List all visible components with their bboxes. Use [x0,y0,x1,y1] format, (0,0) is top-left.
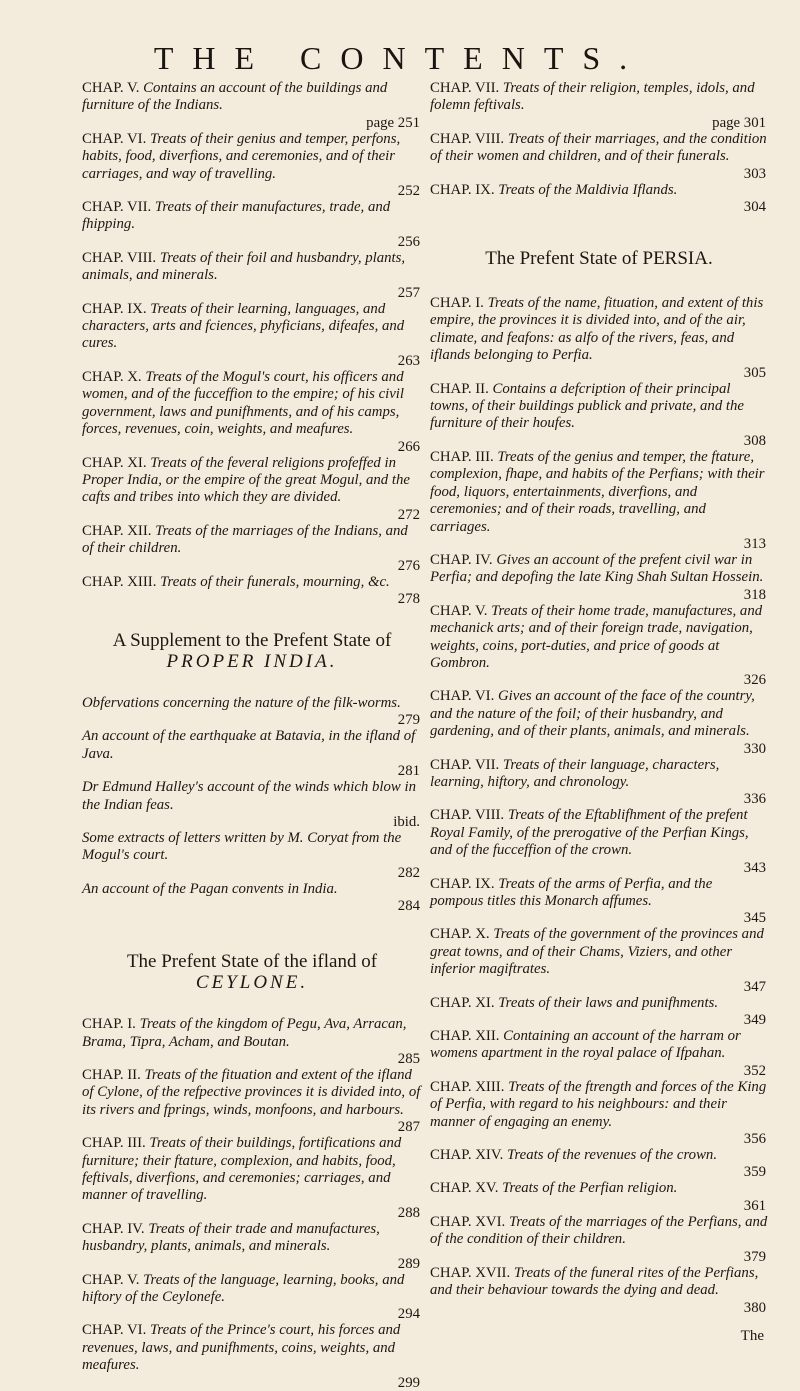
toc-entry [430,1265,768,1316]
page-header: THE CONTENTS. [153,40,647,76]
chapter-description: Treats of their foil and husbandry, plants, animals, and minerals. [82,249,406,284]
toc-entry [430,688,768,756]
chapter-number: CHAP. V. [82,80,144,96]
toc-entry [82,728,422,779]
chapter-number: CHAP. II. [82,1067,145,1083]
toc-entry [430,552,768,603]
chapter-number: CHAP. VII. [430,80,503,96]
persia-title: The Prefent State of PERSIA. [485,248,713,270]
left-column [82,80,422,1391]
page-number: page 251 [366,114,420,131]
chapter-description: Treats of their trade and manufactures, husbandry, plants, animals, and minerals. [82,1220,380,1255]
page-number: 356 [743,1131,766,1148]
chapter-description: Treats of their funerals, mourning, &c. [160,573,390,590]
chapter-description: Treats of the genius and temper, the ftature, complexion, fhape, and habits of the Perfians; with their food, liquors, entertainments, diverfions, and ceremonies; and of their roads, travelling, and carriages. [430,448,765,535]
chapter-number: CHAP. XIII. [82,573,161,590]
page-number: 288 [397,1204,420,1221]
chapter-description: Dr Edmund Halley's account of the winds which blow in the Indian feas. [82,779,417,813]
page-number: 263 [397,352,420,369]
chapter-number: CHAP. VIII. [82,249,160,266]
page-number: 272 [397,506,420,523]
persia-contents [430,295,768,1315]
chapter-description: An account of the earthquake at Batavia, in the ifland of Java. [82,728,416,762]
page-number: 281 [397,763,420,780]
toc-entry [430,807,768,875]
chapter-number: CHAP. III. [82,1135,150,1152]
page-number: 336 [743,791,766,808]
toc-entry [430,449,768,552]
page-number: 279 [397,712,420,729]
page-number: 349 [743,1012,766,1029]
page-number: 294 [397,1306,420,1323]
chapter-description: Treats of the Eftablifhment of the prefent Royal Family, of the prerogative of the Perfian Kings, and of the fucceffion of the crown. [430,807,749,859]
chapter-number: CHAP. V. [430,602,492,619]
chapter-description: Treats of the Mogul's court, his officers and women, and of the fucceffion to the empire; of his civil government, laws and punifhments, and of his camps, forces, revenues, coin, weights, and meafures. [82,368,405,438]
chapter-description: Treats of the name, fituation, and extent of this empire, the provinces it is divided into, and of the air, climate, and feafons: as alfo of the rivers, feas, and iflands belonging to Perfia. [430,295,764,364]
toc-entry [82,779,422,830]
chapter-description: Treats of the government of the provinces and great towns, and of their Chams, Viziers, and other inferior magiftrates. [430,926,764,978]
chapter-description: Treats of the kingdom of Pegu, Ava, Arracan, Brama, Tipra, Acham, and Boutan. [82,1016,407,1050]
chapter-number: CHAP. IV. [430,551,497,568]
page-number: 380 [743,1299,766,1316]
toc-entry [430,1147,768,1180]
chapter-description: Treats of the arms of Perfia, and the pompous titles this Monarch affumes. [430,875,713,909]
chapter-description: Treats of their genius and temper, perfons, habits, food, diverfions, and ceremonies, and of their carriages, and way of travelling. [82,130,401,182]
supplement-subtitle: PROPER INDIA. [166,650,338,672]
toc-entry [82,199,422,250]
chapter-description: Treats of their laws and punifhments. [498,994,719,1011]
page-number: 256 [397,233,420,250]
chapter-number: CHAP. IX. [430,875,499,892]
chapter-number: CHAP. III. [430,448,498,465]
chapter-number: CHAP. XII. [430,1028,504,1045]
chapter-number: CHAP. IX. [82,300,151,317]
chapter-number: CHAP. XVII. [430,1264,514,1281]
page-number: 276 [397,557,420,574]
page-number: 359 [743,1164,766,1181]
chapter-description: Treats of their home trade, manufactures, and mechanick arts; and of their foreign trade, navigation, weights, coins, port-duties, and price of goods at Gombron. [430,602,763,671]
chapter-number: CHAP. I. [430,295,488,312]
chapter-description: Treats of the ftrength and forces of the King of Perfia, with regard to his neighbours: and their manner of engaging an enemy. [430,1078,767,1130]
chapter-description: An account of the Pagan convents in India. [82,880,338,897]
chapter-number: CHAP. V. [82,1271,144,1288]
chapter-description: Some extracts of letters written by M. Coryat from the Mogul's court. [82,829,402,864]
ceylon-continued-contents [430,80,768,215]
ceylon-contents [82,1016,422,1391]
chapter-description: Treats of their marriages, and the condition of their women and children, and of their funerals. [430,130,767,165]
toc-entry [82,881,422,914]
page-number: 318 [743,586,766,603]
chapter-description: Treats of the marriages of the Indians, and of their children. [82,522,408,557]
toc-entry [82,695,422,728]
chapter-number: CHAP. X. [82,368,146,385]
toc-entry [82,80,422,131]
toc-entry [430,926,768,994]
page-number: 304 [743,199,766,216]
toc-entry [430,603,768,689]
chapter-number: CHAP. VII. [430,756,503,773]
chapter-description: Treats of the revenues of the crown. [507,1147,718,1164]
chapter-description: Treats of the feveral religions profeffed in Proper India, or the empire of the great Mogul, and the cafts and tribes into which they are divided. [82,454,410,506]
chapter-number: CHAP. VI. [430,688,498,705]
chapter-description: Treats of the language, learning, books, and hiftory of the Ceylonefe. [82,1271,405,1306]
page-number: 299 [397,1374,420,1391]
chapter-description: Treats of their buildings, fortifications and furniture; their ftature, complexion, and habits, food, feftivals, diverfions, and ceremonies; carriages, and manner of travelling. [82,1135,402,1204]
catchword: The [740,1327,764,1344]
page-number: 282 [397,864,420,881]
toc-entry [82,830,422,881]
toc-entry [82,1272,422,1323]
chapter-description: Gives an account of the face of the country, and the nature of the foil; of their husbandry, and gardening, and of their plants, animals, and minerals. [430,688,755,740]
chapter-description: Containing an account of the harram or womens apartment in the royal palace of Ifpahan. [430,1028,741,1062]
chapter-description: Gives an account of the prefent civil war in Perfia; and depofing the late King Shah Sultan Hossein. [430,551,764,586]
page-number: 352 [743,1062,766,1079]
ceylon-title: The Prefent State of the ifland of [126,951,378,973]
toc-entry [430,1214,768,1265]
toc-entry [82,301,422,369]
page-number: 326 [743,672,766,689]
toc-entry [82,369,422,455]
chapter-description: Treats of their manufactures, trade, and fhipping. [82,199,391,233]
chapter-number: CHAP. VIII. [430,130,508,147]
chapter-number: CHAP. VI. [82,1322,150,1339]
toc-entry [82,523,422,574]
chapter-number: CHAP. VII. [82,199,155,216]
toc-entry [430,995,768,1028]
toc-entry [82,1016,422,1067]
page-number: 313 [743,535,766,552]
chapter-number: CHAP. X. [430,926,494,943]
page-number: 285 [397,1051,420,1067]
ceylon-subtitle: CEYLONE. [195,972,309,994]
chapter-description: Treats of the marriages of the Perfians, and of the condition of their children. [430,1213,768,1248]
chapter-number: CHAP. XII. [82,522,156,539]
toc-entry [82,455,422,523]
toc-entry [82,1221,422,1272]
page-number: 287 [397,1119,420,1136]
chapter-description: Treats of the Maldivia Iflands. [498,181,678,198]
toc-entry [430,80,768,131]
chapter-number: CHAP. I. [82,1016,140,1033]
toc-entry [82,1135,422,1221]
toc-entry [430,1079,768,1147]
toc-entry [430,1028,768,1079]
page-number: 252 [397,183,420,200]
toc-entry [82,131,422,199]
supplement-contents [82,695,422,914]
chapter-number: CHAP. VI. [82,130,150,147]
page-number: ibid. [393,813,420,830]
chapter-description: Treats of their religion, temples, idols, and folemn feftivals. [430,80,755,114]
page-number: 278 [397,590,420,607]
chapter-number: CHAP. VIII. [430,807,508,824]
chapter-description: Treats of the fituation and extent of the ifland of Cylone, of the refpective provinces it is divided into, of its rivers and fprings, winds, monfoons, and harbours. [82,1067,421,1118]
chapter-description: Treats of the Prince's court, his forces and revenues, laws, and punifhments, coins, weights, and meafures. [82,1322,401,1374]
toc-entry [82,1067,422,1135]
page-number: 345 [743,910,766,927]
india-contents [82,80,422,607]
chapter-description: Treats of the funeral rites of the Perfians, and their behaviour towards the dying and dead. [430,1264,759,1299]
toc-entry [430,131,768,182]
toc-entry [430,295,768,381]
toc-entry [430,182,768,215]
chapter-description: Treats of their language, characters, learning, hiftory, and chronology. [430,756,720,790]
toc-entry [430,381,768,449]
chapter-number: CHAP. IV. [82,1220,149,1237]
toc-entry [430,876,768,927]
right-column [430,80,768,1345]
page-number: 330 [743,740,766,757]
page-number: 347 [743,978,766,995]
chapter-description: Contains a defcription of their principal towns, of their buildings publick and private, and the furniture of their houfes. [430,380,745,432]
chapter-number: CHAP. XV. [430,1180,503,1197]
supplement-title: A Supplement to the Prefent State of [112,629,392,651]
page-number: 289 [397,1255,420,1272]
toc-entry [82,574,422,607]
page-number: 361 [743,1197,766,1214]
chapter-number: CHAP. XI. [430,994,499,1011]
page-number: 257 [397,284,420,301]
toc-entry [430,757,768,808]
page-number: 284 [397,898,420,915]
page-number: 305 [743,364,766,381]
chapter-description: Treats of the Perfian religion. [502,1180,678,1197]
page-number: 343 [743,859,766,876]
chapter-number: CHAP. XIV. [430,1147,508,1164]
chapter-number: CHAP. XIII. [430,1078,509,1095]
chapter-number: CHAP. XI. [82,454,151,471]
toc-entry [82,250,422,301]
chapter-number: CHAP. XVI. [430,1213,509,1230]
page-number: 303 [743,165,766,182]
chapter-number: CHAP. IX. [430,181,499,198]
page-number: 308 [743,432,766,449]
chapter-description: Obfervations concerning the nature of the filk-worms. [82,694,401,711]
chapter-number: CHAP. II. [430,380,493,397]
page-number: 379 [743,1248,766,1265]
toc-entry [430,1180,768,1213]
chapter-description: Contains an account of the buildings and furniture of the Indians. [82,80,388,114]
page-number: 266 [397,438,420,455]
page-number: page 301 [712,114,766,131]
chapter-description: Treats of their learning, languages, and characters, arts and fciences, phyficians, difeafes, and cures. [82,300,405,352]
toc-entry [82,1322,422,1390]
